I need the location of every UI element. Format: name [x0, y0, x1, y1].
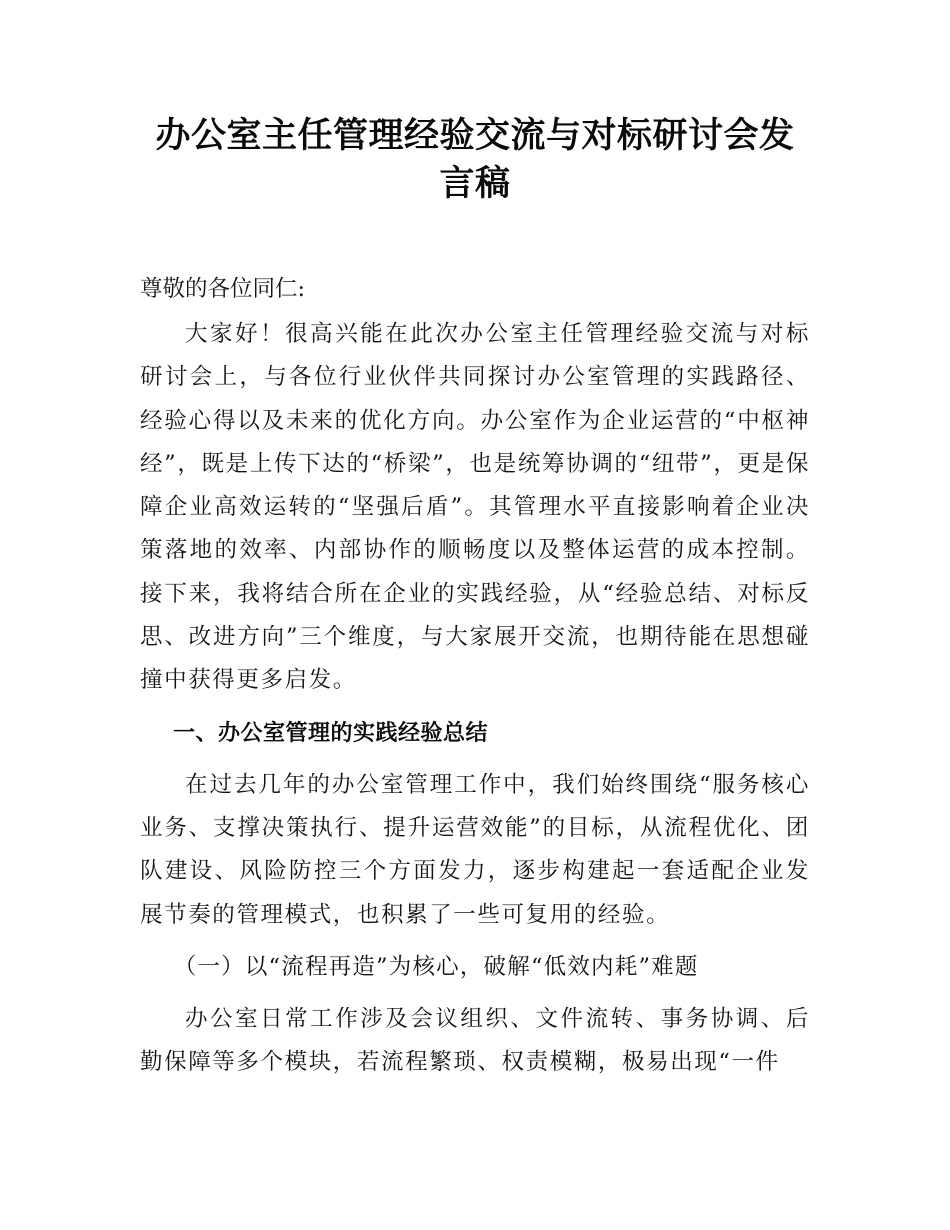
document-body: [140, 270, 810, 1093]
section-heading: 一、办公室管理的实践经验总结: [173, 720, 489, 746]
salutation: 尊敬的各位同仁:: [140, 276, 306, 302]
intro-paragraph: 大家好！很高兴能在此次办公室主任管理经验交流与对标研讨会上，与各位行业伙伴共同探讨办公室管理的实践路径、经验心得以及未来的优化方向。办公室作为企业运营的“中枢神经”，既是上传下达的“桥梁”，也是统筹协调的“纽带”，更是保障企业高效运转的“坚强后盾”。其管理水平直接影响着企业决策落地的效率、内部协作的顺畅度以及整体运营的成本控制。接下来，我将结合所在企业的实践经验，从“经验总结、对标反思、改进方向”三个维度，与大家展开交流，也期待能在思想碰撞中获得更多启发。: [140, 321, 810, 694]
subsection-paragraph: 办公室日常工作涉及会议组织、文件流转、事务协调、后勤保障等多个模块，若流程繁琐、权责模糊，极易出现“一件: [140, 1005, 810, 1076]
subsection-heading: （一）以“流程再造”为核心，破解“低效内耗”难题: [173, 953, 699, 980]
section-paragraph: 在过去几年的办公室管理工作中，我们始终围绕“服务核心业务、支撑决策执行、提升运营效能”的目标，从流程优化、团队建设、风险防控三个方面发力，逐步构建起一套适配企业发展节奏的管理模式，也积累了一些可复用的经验。: [140, 771, 810, 928]
document-title: 办公室主任管理经验交流与对标研讨会发言稿: [155, 115, 795, 204]
